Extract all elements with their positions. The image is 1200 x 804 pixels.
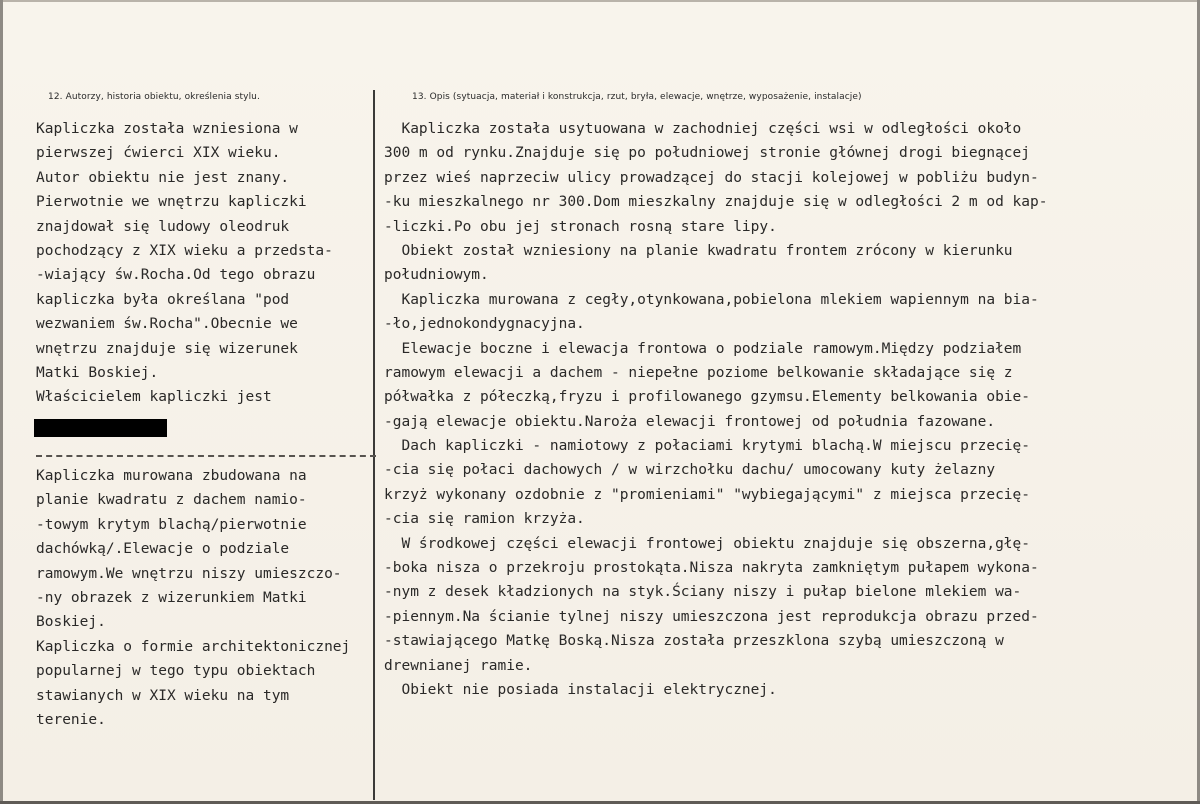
text-line: Elewacje boczne i elewacja frontowa o podziale ramowym.Między podziałem (384, 340, 1022, 357)
column-divider (373, 90, 375, 800)
text-line: -ło,jednokondygnacyjna. (384, 316, 585, 333)
text-line: krzyż wykonany ozdobnie z "promieniami" "wybiegającymi" z miejsca przecię- (384, 486, 1031, 503)
text-line: pierwszej ćwierci XIX wieku. (36, 145, 281, 162)
text-line: Kapliczka o formie architektonicznej (36, 638, 351, 655)
text-line: Obiekt został wzniesiony na planie kwadratu frontem zrócony w kierunku (384, 242, 1013, 259)
text-line: znajdował się ludowy oleodruk (36, 218, 290, 235)
left-column-header: 12. Autorzy, historia obiektu, określenia stylu. (48, 92, 260, 102)
text-line: wnętrzu znajduje się wizerunek (36, 340, 298, 357)
text-line: -boka nisza o przekroju prostokąta.Nisza nakryta zamkniętym pułapem wykona- (384, 560, 1039, 577)
text-line: -towym krytym blachą/pierwotnie (36, 516, 307, 533)
text-line: Obiekt nie posiada instalacji elektrycznej. (384, 681, 777, 698)
text-line: -ny obrazek z wizerunkiem Matki (36, 589, 307, 606)
text-line: -cia się ramion krzyża. (384, 511, 585, 528)
text-line: Kapliczka została wzniesiona w (36, 121, 298, 137)
right-column-description-text (384, 117, 1047, 702)
text-line: Boskiej. (36, 614, 106, 631)
text-line: ramowym.We wnętrzu niszy umieszczo- (36, 565, 342, 582)
text-line: -ku mieszkalnego nr 300.Dom mieszkalny znajduje się w odległości 2 m od kap- (384, 194, 1048, 211)
right-column-header: 13. Opis (sytuacja, materiał i konstrukcja, rzut, bryła, elewacje, wnętrze, wyposażenie, instalacje) (412, 92, 862, 102)
redaction-bar (34, 419, 167, 437)
text-line: -gają elewacje obiektu.Naroża elewacji frontowej od południa fazowane. (384, 413, 996, 430)
left-column-history-text (36, 117, 333, 410)
text-line: -stawiającego Matkę Boską.Nisza została przeszklona szybą umieszczoną w (384, 633, 1004, 650)
sheet-edge-left (0, 0, 3, 804)
section-separator (36, 455, 376, 457)
text-line: pochodzący z XIX wieku a przedsta- (36, 242, 333, 259)
text-line: Pierwotnie we wnętrzu kapliczki (36, 194, 307, 211)
text-line: Autor obiektu nie jest znany. (36, 169, 290, 186)
text-line: półwałka z półeczką,fryzu i profilowanego gzymsu.Elementy belkowania obie- (384, 389, 1031, 406)
text-line: -nym z desek kładzionych na styk.Ściany niszy i pułap bielone mlekiem wa- (384, 584, 1022, 601)
text-line: kapliczka była określana "pod (36, 291, 290, 308)
text-line: -piennym.Na ścianie tylnej niszy umieszczona jest reprodukcja obrazu przed- (384, 608, 1039, 625)
text-line: wezwaniem św.Rocha".Obecnie we (36, 316, 298, 333)
text-line: W środkowej części elewacji frontowej obiektu znajduje się obszerna,głę- (384, 535, 1031, 552)
sheet-edge-top (0, 0, 1200, 2)
text-line: Matki Boskiej. (36, 364, 159, 381)
text-line: dachówką/.Elewacje o podziale (36, 541, 290, 558)
text-line: terenie. (36, 711, 106, 728)
text-line: 300 m od rynku.Znajduje się po południowej stronie głównej drogi biegnącej (384, 145, 1031, 162)
text-line: -wiający św.Rocha.Od tego obrazu (36, 267, 316, 284)
text-line: -cia się połaci dachowych / w wirzchołku dachu/ umocowany kuty żelazny (384, 462, 996, 479)
text-line: Kapliczka została usytuowana w zachodniej części wsi w odległości około (384, 121, 1022, 137)
text-line: popularnej w tego typu obiektach (36, 663, 316, 680)
text-line: planie kwadratu z dachem namio- (36, 492, 307, 509)
text-line: ramowym elewacji a dachem - niepełne poziome belkowanie składające się z (384, 364, 1013, 381)
text-line: -liczki.Po obu jej stronach rosną stare lipy. (384, 218, 777, 235)
text-line: Kapliczka murowana zbudowana na (36, 468, 307, 484)
text-line: Dach kapliczki - namiotowy z połaciami krytymi blachą.W miejscu przecię- (384, 438, 1031, 455)
text-line: Właścicielem kapliczki jest (36, 389, 272, 406)
left-column-summary-text (36, 464, 350, 732)
text-line: południowym. (384, 267, 489, 284)
text-line: stawianych w XIX wieku na tym (36, 687, 290, 704)
text-line: drewnianej ramie. (384, 657, 533, 674)
text-line: przez wieś naprzeciw ulicy prowadzącej do stacji kolejowej w pobliżu budyn- (384, 169, 1039, 186)
text-line: Kapliczka murowana z cegły,otynkowana,pobielona mlekiem wapiennym na bia- (384, 291, 1039, 308)
